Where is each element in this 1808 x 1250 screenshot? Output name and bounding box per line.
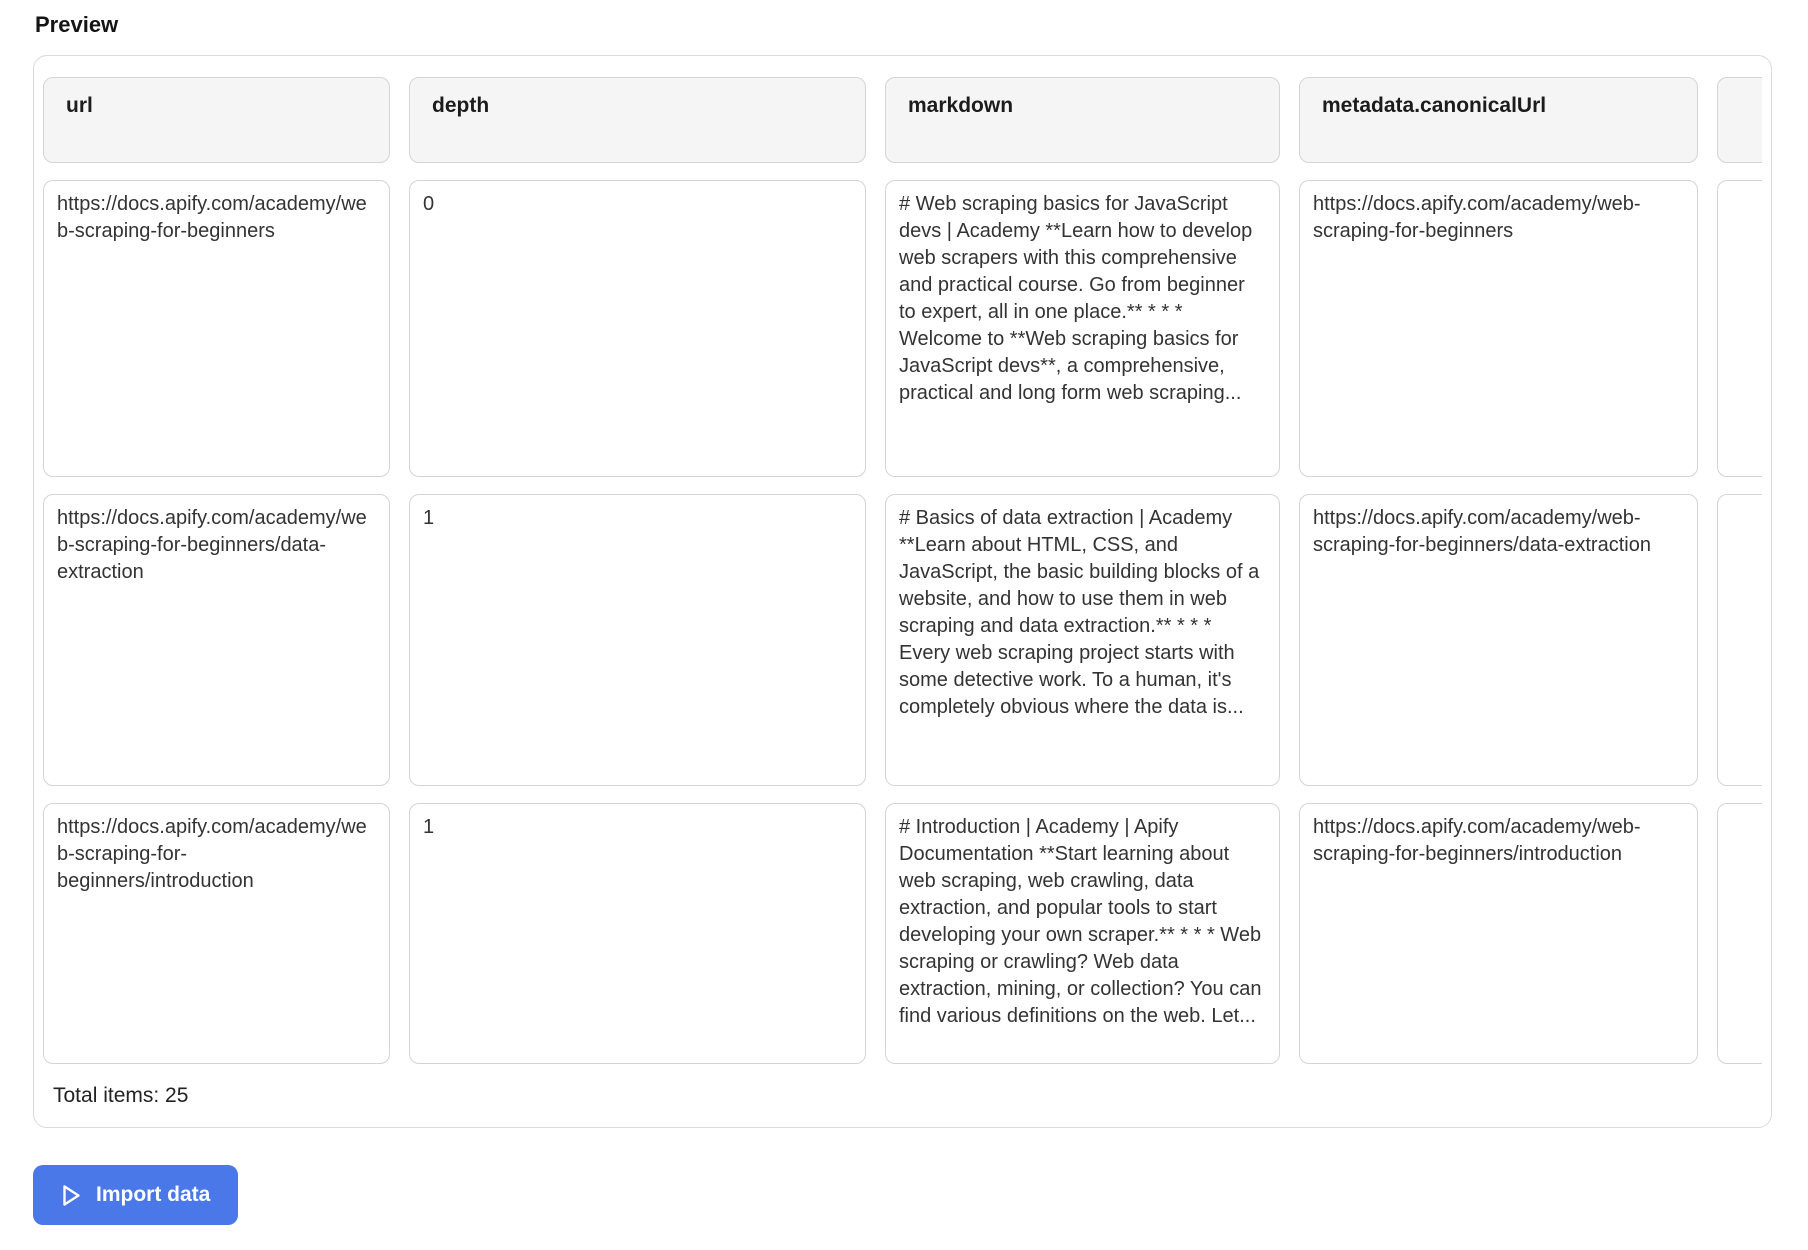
column-header-extra bbox=[1717, 77, 1762, 163]
cell-extra bbox=[1717, 180, 1762, 477]
cell-markdown: # Basics of data extraction | Academy **Learn about HTML, CSS, and JavaScript, the basic building blocks of a website, and how to use them in web scraping and data extraction.** * * * Every web scraping project starts with some detective work. To a human, it's completely obvious where the data is... bbox=[885, 494, 1280, 786]
cell-depth: 0 bbox=[409, 180, 866, 477]
preview-grid bbox=[43, 77, 1762, 1064]
cell-extra bbox=[1717, 803, 1762, 1064]
cell-canonical-url: https://docs.apify.com/academy/web-scraping-for-beginners/introduction bbox=[1299, 803, 1698, 1064]
column-header-depth: depth bbox=[409, 77, 866, 163]
cell-url: https://docs.apify.com/academy/web-scraping-for-beginners bbox=[43, 180, 390, 477]
cell-canonical-url: https://docs.apify.com/academy/web-scraping-for-beginners bbox=[1299, 180, 1698, 477]
cell-depth: 1 bbox=[409, 494, 866, 786]
cell-canonical-url: https://docs.apify.com/academy/web-scraping-for-beginners/data-extraction bbox=[1299, 494, 1698, 786]
play-icon bbox=[61, 1184, 82, 1207]
cell-extra bbox=[1717, 494, 1762, 786]
cell-depth: 1 bbox=[409, 803, 866, 1064]
total-items-label: Total items: 25 bbox=[53, 1084, 189, 1107]
cell-markdown: # Introduction | Academy | Apify Documentation **Start learning about web scraping, web crawling, data extraction, and popular tools to start developing your own scraper.** * * * Web scraping or crawling? Web data extraction, mining, or collection? You can find various definitions on the web. Let... bbox=[885, 803, 1280, 1064]
preview-table[interactable] bbox=[43, 77, 1762, 1064]
cell-url: https://docs.apify.com/academy/web-scraping-for-beginners/data-extraction bbox=[43, 494, 390, 786]
column-header-canonical-url: metadata.canonicalUrl bbox=[1299, 77, 1698, 163]
cell-markdown: # Web scraping basics for JavaScript devs | Academy **Learn how to develop web scrapers with this comprehensive and practical course. Go from beginner to expert, all in one place.** * * * Welcome to **Web scraping basics for JavaScript devs**, a comprehensive, practical and long form web scraping... bbox=[885, 180, 1280, 477]
preview-panel bbox=[33, 55, 1772, 1128]
import-data-label: Import data bbox=[96, 1183, 211, 1206]
import-data-button[interactable] bbox=[33, 1165, 238, 1225]
cell-url: https://docs.apify.com/academy/web-scraping-for-beginners/introduction bbox=[43, 803, 390, 1064]
column-header-url: url bbox=[43, 77, 390, 163]
page-title: Preview bbox=[35, 12, 119, 37]
column-header-markdown: markdown bbox=[885, 77, 1280, 163]
